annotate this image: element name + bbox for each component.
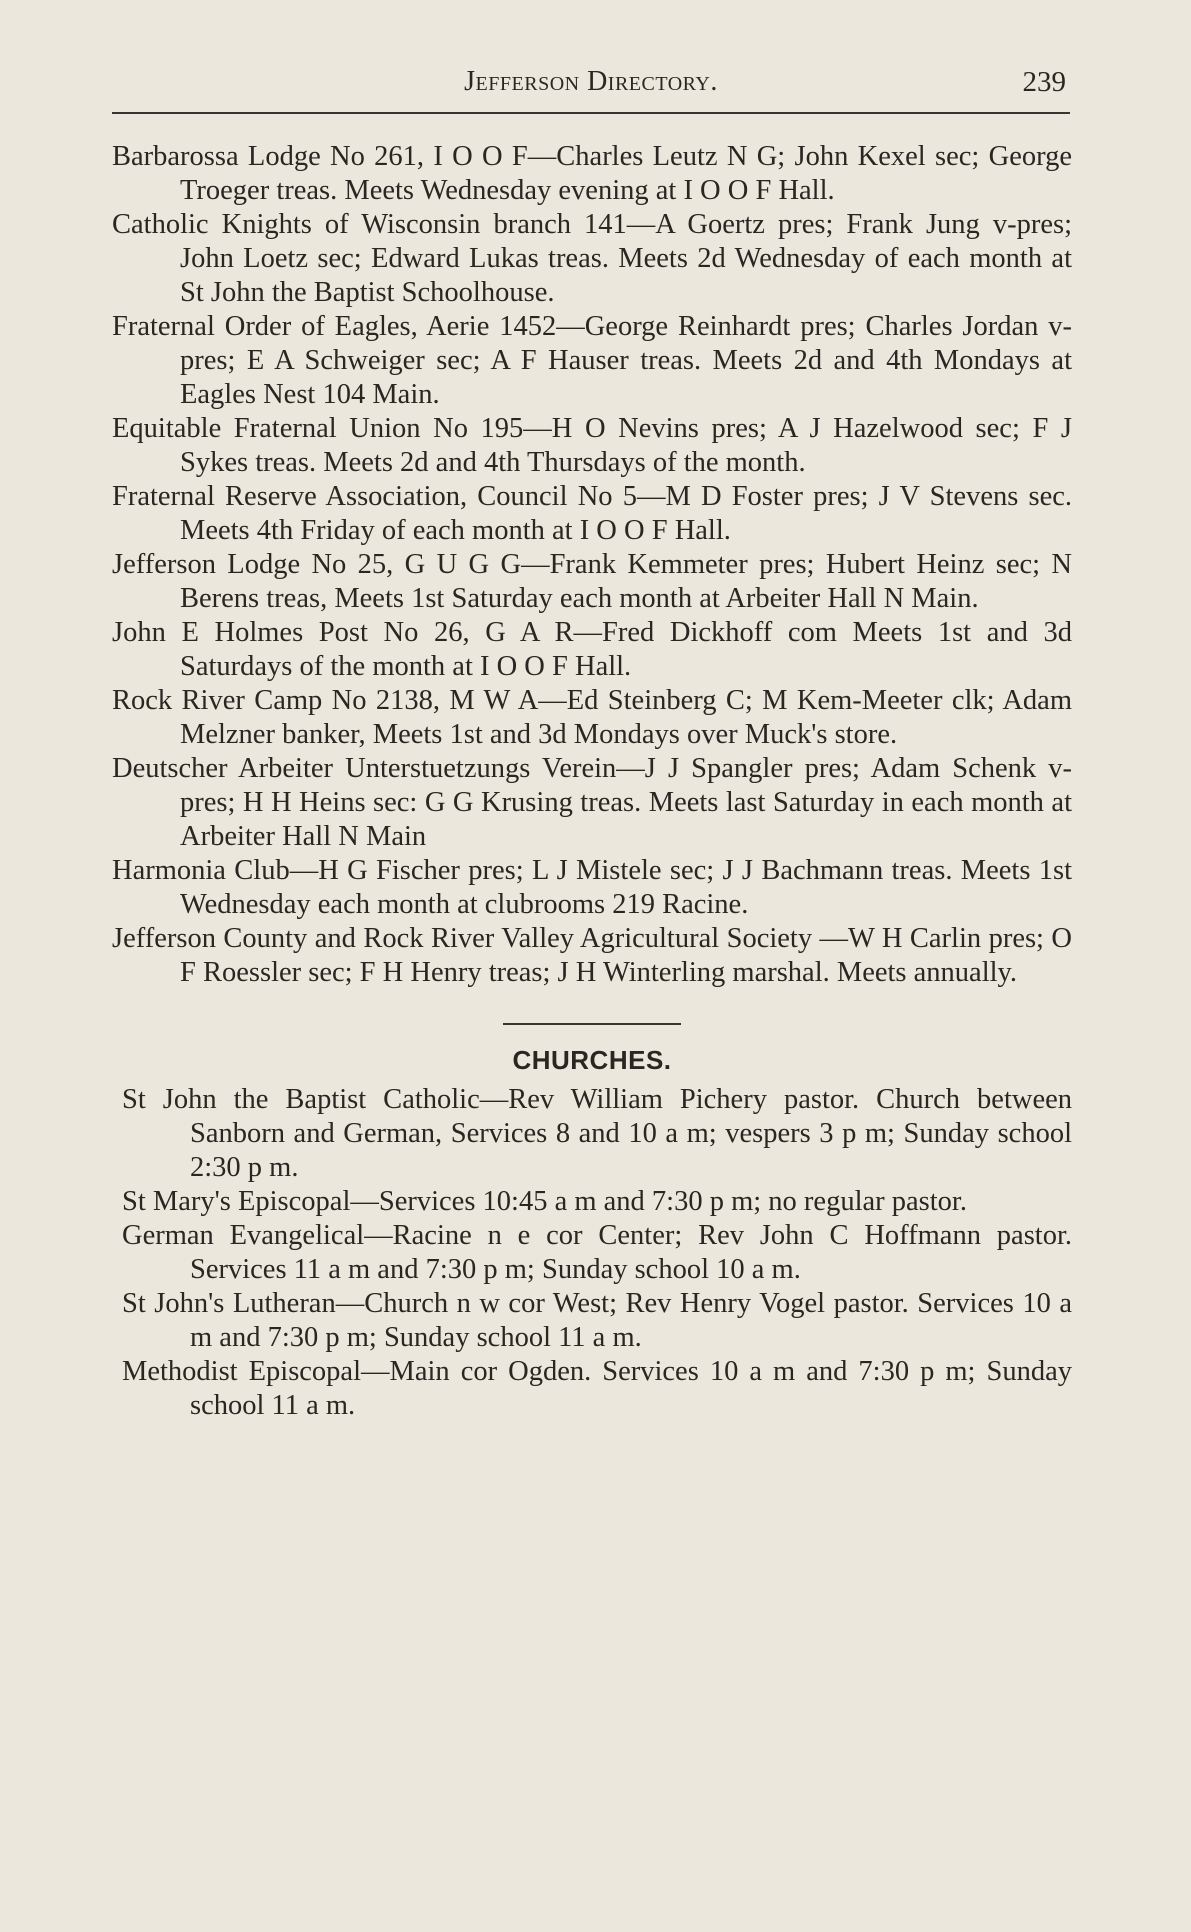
list-item: St Mary's Episcopal—Services 10:45 a m and 7:30 p m; no regular pastor. bbox=[122, 1186, 967, 1217]
list-item: Harmonia Club—H G Fischer pres; L J Mistele sec; J J Bachmann treas. Meets 1st Wednesday each month at clubrooms 219 Racine. bbox=[112, 855, 1072, 920]
page-header bbox=[112, 66, 1070, 106]
churches-list bbox=[112, 1083, 1072, 1423]
list-item: John E Holmes Post No 26, G A R—Fred Dickhoff com Meets 1st and 3d Saturdays of the month at I O O F Hall. bbox=[112, 617, 1072, 682]
list-item: Equitable Fraternal Union No 195—H O Nevins pres; A J Hazelwood sec; F J Sykes treas. Meets 2d and 4th Thursdays of the month. bbox=[112, 413, 1072, 478]
list-item: German Evangelical—Racine n e cor Center; Rev John C Hoffmann pastor. Services 11 a m and 7:30 p m; Sunday school 10 a m. bbox=[122, 1220, 1072, 1285]
list-item: Barbarossa Lodge No 261, I O O F—Charles Leutz N G; John Kexel sec; George Troeger treas. Meets Wednesday evening at I O O F Hall. bbox=[112, 141, 1072, 206]
header-rule bbox=[112, 112, 1070, 114]
list-item: Methodist Episcopal—Main cor Ogden. Services 10 a m and 7:30 p m; Sunday school 11 a m. bbox=[122, 1356, 1072, 1421]
list-item: St John the Baptist Catholic—Rev William Pichery pastor. Church between Sanborn and German, Services 8 and 10 a m; vespers 3 p m; Sunday school 2:30 p m. bbox=[122, 1084, 1072, 1183]
societies-list bbox=[112, 140, 1072, 990]
list-item: Jefferson County and Rock River Valley Agricultural Society —W H Carlin pres; O F Roessler sec; F H Henry treas; J H Winterling marshal. Meets annually. bbox=[112, 923, 1072, 988]
list-item: Jefferson Lodge No 25, G U G G—Frank Kemmeter pres; Hubert Heinz sec; N Berens treas, Meets 1st Saturday each month at Arbeiter Hall N Main. bbox=[112, 549, 1072, 614]
churches-heading: CHURCHES. bbox=[512, 1045, 672, 1075]
list-item: Rock River Camp No 2138, M W A—Ed Steinberg C; M Kem-Meeter clk; Adam Melzner banker, Meets 1st and 3d Mondays over Muck's store. bbox=[112, 685, 1072, 750]
list-item: Deutscher Arbeiter Unterstuetzungs Verein—J J Spangler pres; Adam Schenk v-pres; H H Heins sec: G G Krusing treas. Meets last Saturday in each month at Arbeiter Hall N Main bbox=[112, 753, 1072, 852]
section-divider bbox=[503, 1023, 681, 1025]
list-item: Fraternal Reserve Association, Council No 5—M D Foster pres; J V Stevens sec. Meets 4th Friday of each month at I O O F Hall. bbox=[112, 481, 1072, 546]
list-item: St John's Lutheran—Church n w cor West; Rev Henry Vogel pastor. Services 10 a m and 7:30 p m; Sunday school 11 a m. bbox=[122, 1288, 1072, 1353]
running-title: Jefferson Directory. bbox=[464, 66, 718, 97]
page-number: 239 bbox=[1022, 66, 1066, 98]
list-item: Fraternal Order of Eagles, Aerie 1452—George Reinhardt pres; Charles Jordan v-pres; E A Schweiger sec; A F Hauser treas. Meets 2d and 4th Mondays at Eagles Nest 104 Main. bbox=[112, 311, 1072, 410]
page-content bbox=[112, 140, 1072, 1423]
list-item: Catholic Knights of Wisconsin branch 141—A Goertz pres; Frank Jung v-pres; John Loetz sec; Edward Lukas treas. Meets 2d Wednesday of each month at St John the Baptist Schoolhouse. bbox=[112, 209, 1072, 308]
